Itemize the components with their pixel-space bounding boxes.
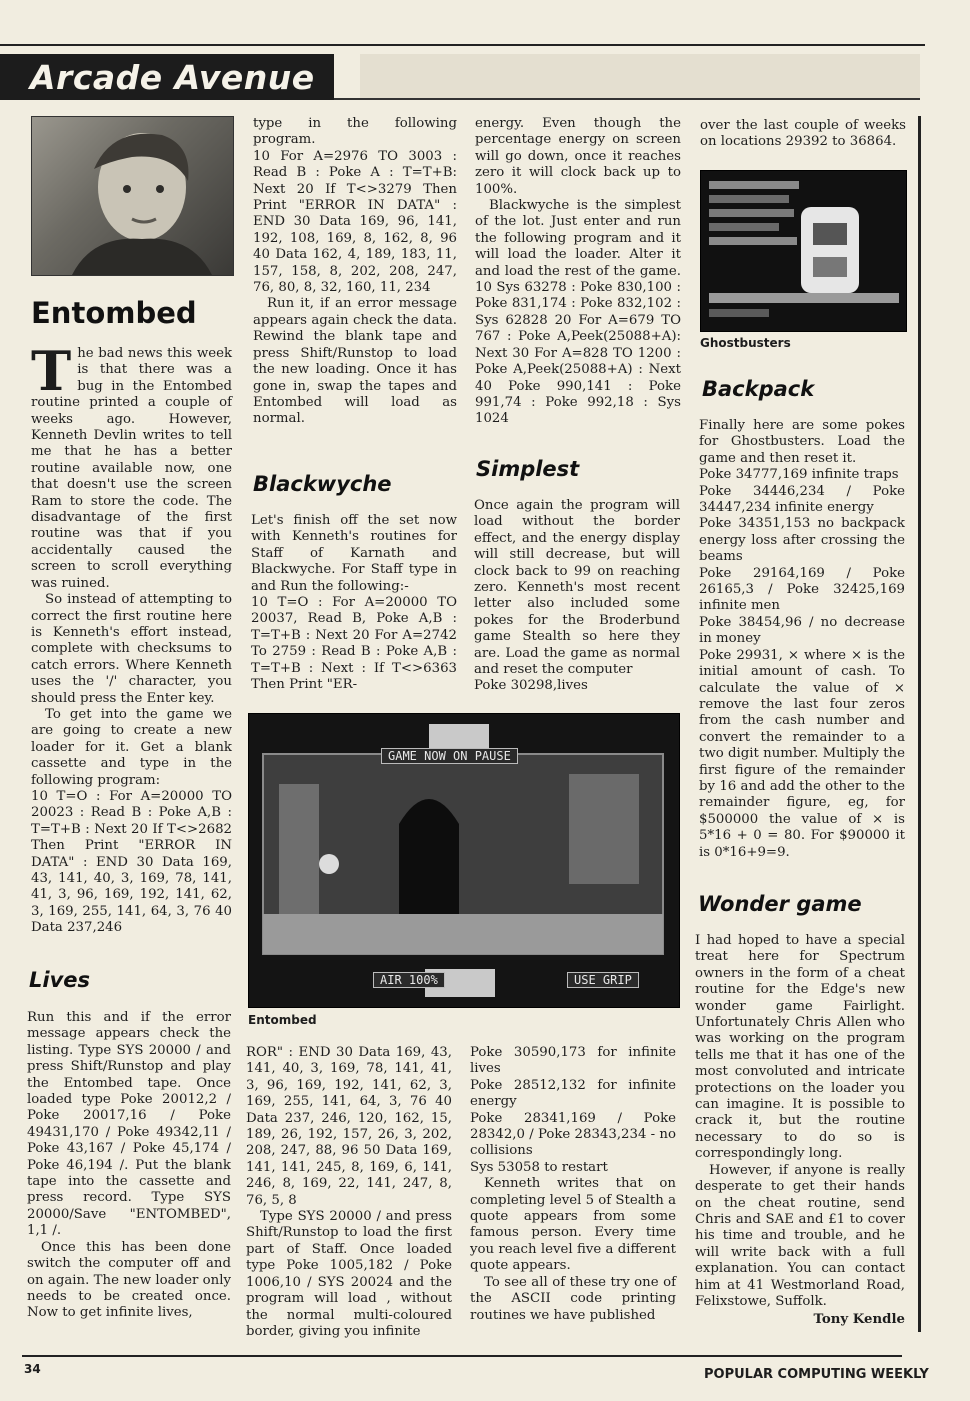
paragraph: Kenneth writes that on completing level 5 of Stealth a quote appears from some famous person. Every time you reach level five a different quote appears. bbox=[470, 1176, 676, 1274]
section-banner bbox=[0, 54, 334, 100]
poke-line: Poke 28512,132 for infinite energy bbox=[470, 1077, 676, 1110]
paragraph: Run this and if the error message appears check the listing. Type SYS 20000 / and press Shift/Runstop and play the Entombed tape. Once loaded type Poke 20012,2 / Poke 20017,16 / Poke 49431,170 / Poke 49342,11 / Poke 43,167 / Poke 45,174 / Poke 46,194 /. Put the blank tape into the cassette and press record. Type SYS 20000/Save "ENTOMBED", 1,1 /. bbox=[27, 1010, 231, 1239]
poke-line: Poke 34351,153 no backpack energy loss after crossing the beams bbox=[699, 516, 905, 565]
right-column-rule bbox=[918, 116, 921, 1332]
paragraph-text: he bad news this week is that there was a bug in the Entombed routine printed a couple of weeks ago. However, Kenneth Devlin writes to tell me that he has a better routine available now, one that doesn't use the screen Ram to store the code. The disadvantage of the first routine was that if you accidentally caused the screen to scroll everything was ruined. bbox=[31, 346, 232, 591]
poke-line: Poke 34446,234 / Poke 34447,234 infinite energy bbox=[699, 483, 905, 516]
paragraph: Finally here are some pokes for Ghostbusters. Load the game and then reset it. bbox=[699, 418, 905, 466]
code-listing: ROR" : END 30 Data 169, 43, 141, 40, 3, 169, 78, 141, 41, 3, 96, 169, 192, 141, 62, 3, 169, 255, 141, 64, 3, 76 40 Data 237, 246, 120, 162, 15, 189, 26, 192, 157, 26, 3, 202, 208, 247, 88, 96 50 Data 169, 141, 141, 245, 8, 169, 6, 141, 246, 8, 169, 22, 141, 247, 8, 76, 5, 8 bbox=[246, 1045, 452, 1208]
paragraph: energy. Even though the percentage energy on screen will go down, once it reaches zero it will clock back up to 100%. bbox=[475, 116, 681, 197]
pause-banner: GAME NOW ON PAUSE bbox=[381, 748, 518, 764]
entombed-caption: Entombed bbox=[248, 1013, 317, 1027]
paragraph: Once this has been done switch the computer off and on again. The new loader only needs to be created once. Now to get infinite lives, bbox=[27, 1239, 231, 1321]
column-4b bbox=[699, 418, 905, 861]
poke-line: Poke 38454,96 / no decrease in money bbox=[699, 614, 905, 647]
ghostbusters-caption: Ghostbusters bbox=[700, 336, 791, 350]
poke-line: Poke 30590,173 for infinite lives bbox=[470, 1045, 676, 1077]
banner-rule bbox=[334, 98, 920, 100]
magazine-name: POPULAR COMPUTING WEEKLY bbox=[704, 1367, 929, 1382]
column-1b bbox=[27, 1010, 231, 1322]
poke-line: Poke 34777,169 infinite traps bbox=[699, 467, 899, 483]
paragraph: Let's finish off the set now with Kenneth's routines for Staff of Karnath and Blackwyche. For Staff type in and Run the following:- bbox=[251, 513, 457, 594]
paragraph: Run it, if an error message appears again check the data. Rewind the blank tape and press Shift/Runstop to load the new loading. Once it has gone in, swap the tapes and Entombed will load as normal. bbox=[253, 296, 457, 427]
paragraph bbox=[31, 339, 232, 592]
top-rule bbox=[0, 44, 925, 46]
paragraph: To get into the game we are going to create a new loader for it. Get a blank cassette and type in the following program: bbox=[31, 706, 232, 788]
poke-line: Poke 29164,169 / Poke 26165,3 / Poke 32425,169 infinite men bbox=[699, 565, 905, 614]
paragraph: So instead of attempting to correct the first routine here is Kenneth's effort instead, complete with checksums to catch errors. Where Kenneth uses the '/' character, you should press the Enter key. bbox=[31, 592, 232, 706]
code-listing: 10 T=O : For A=20000 TO 20037, Read B, Poke A,B : T=T+B : Next 20 For A=2742 To 2759 : Read B : Poke A,B : T=T+B : Next : If T<>6363 Then Print "ER- bbox=[251, 595, 457, 693]
drop-cap: T bbox=[31, 339, 72, 403]
column-2b bbox=[251, 513, 457, 693]
paragraph: Poke 30298,lives bbox=[474, 678, 588, 694]
blackwyche-heading: Blackwyche bbox=[253, 472, 392, 496]
column-3b bbox=[474, 498, 680, 695]
backpack-heading: Backpack bbox=[702, 377, 815, 401]
entombed-screenshot bbox=[248, 713, 680, 1008]
author-photo bbox=[31, 116, 234, 276]
paragraph: over the last couple of weeks on locations 29392 to 36864. bbox=[700, 118, 906, 150]
paragraph: Once again the program will load without the border effect, and the energy display will still decrease, but will clock back to 99 on reaching zero. Kenneth's most recent letter also included some pokes for the Broderbund game Stealth so here they are. Load the game as normal and reset the computer bbox=[474, 498, 680, 678]
column-4c bbox=[695, 933, 905, 1329]
paragraph: Type SYS 20000 / and press Shift/Runstop to load the first part of Staff. Once loaded type Poke 1005,182 / Poke 1006,10 / SYS 20024 and the program will load , without the normal multi-coloured border, giving you infinite bbox=[246, 1209, 452, 1339]
column-2c bbox=[246, 1045, 452, 1340]
section-title: Arcade Avenue bbox=[30, 58, 315, 97]
column-2 bbox=[253, 116, 457, 428]
air-readout: AIR 100% bbox=[373, 972, 445, 988]
paragraph: To see all of these try one of the ASCII code printing routines we have published bbox=[470, 1274, 676, 1323]
column-1 bbox=[31, 339, 232, 937]
paragraph: I had hoped to have a special treat here for Spectrum owners in the form of a cheat routine for the Edge's new wonder game Fairlight. Unfortunately Chris Allen who was working on the program tells me that it has one of the most convoluted and intricate protections on the loader you can imagine. It is possible to crack it, but the routine necessary to do so is correspondingly long. bbox=[695, 933, 905, 1162]
author-signature: Tony Kendle bbox=[813, 1312, 905, 1328]
column-3 bbox=[475, 116, 681, 428]
poke-line: Poke 29931, × where × is the initial amount of cash. To calculate the value of × remove the last four zeros from the cash number and convert the remainder to a two digit number. Multiply the first figure of the remainder by 16 and add the other to the remainder figure, eg, for $500000 the value of × is 5*16 + 0 = 80. For $90000 it is 0*16+9=9. bbox=[699, 647, 905, 860]
simplest-heading: Simplest bbox=[476, 457, 580, 481]
ghostbusters-screenshot bbox=[700, 170, 907, 332]
banner-background-ghost bbox=[360, 54, 920, 100]
paragraph: Blackwyche is the simplest of the lot. Just enter and run the following program and it will load the loader. Alter it and load the rest of the game. 10 Sys 63278 : Poke 830,100 : Poke 831,174 : Poke 832,102 : Sys 62828 20 For A=679 TO 767 : Poke A,Peek(25088+A): Next 30 For A=828 TO 1200 : Poke A,Peek(25088+A) : Next 40 Poke 990,141 : Poke 991,74 : Poke 992,18 : Sys 1024 bbox=[475, 198, 681, 427]
code-listing: 10 For A=2976 TO 3003 : Read B : Poke A : T=T+B: Next 20 If T<>3279 Then Print "ERROR IN DATA" : END 30 Data 169, 96, 141, 192, 108, 169, 8, 162, 8, 96 40 Data 162, 4, 189, 183, 11, 157, 158, 8, 202, 208, 247, 76, 80, 8, 32, 160, 11, 234 bbox=[253, 148, 457, 296]
column-4 bbox=[700, 118, 906, 151]
page-number: 34 bbox=[24, 1362, 41, 1376]
paragraph: type in the following program. bbox=[253, 116, 457, 148]
column-3c bbox=[470, 1045, 676, 1324]
poke-line: Sys 53058 to restart bbox=[470, 1159, 608, 1175]
wonder-game-heading: Wonder game bbox=[698, 892, 862, 916]
use-readout: USE GRIP bbox=[567, 972, 639, 988]
footer-rule bbox=[22, 1355, 902, 1357]
article-title: Entombed bbox=[31, 296, 197, 330]
paragraph: However, if anyone is really desperate to get their hands on the cheat routine, send Chris and SAE and £1 to cover his time and trouble, and he will write back with a full explanation. You can contact him at 41 Westmorland Road, Felixstowe, Suffolk. bbox=[695, 1162, 905, 1309]
lives-heading: Lives bbox=[29, 968, 91, 992]
poke-line: Poke 28341,169 / Poke 28342,0 / Poke 28343,234 - no collisions bbox=[470, 1110, 676, 1159]
code-listing: 10 T=O : For A=20000 TO 20023 : Read B : Poke A,B : T=T+B : Next 20 If T<>2682 Then Print "ERROR IN DATA" : END 30 Data 169, 43, 141, 40, 3, 169, 78, 141, 41, 3, 96, 169, 192, 141, 62, 3, 169, 255, 141, 64, 3, 76 40 Data 237,246 bbox=[31, 788, 232, 936]
